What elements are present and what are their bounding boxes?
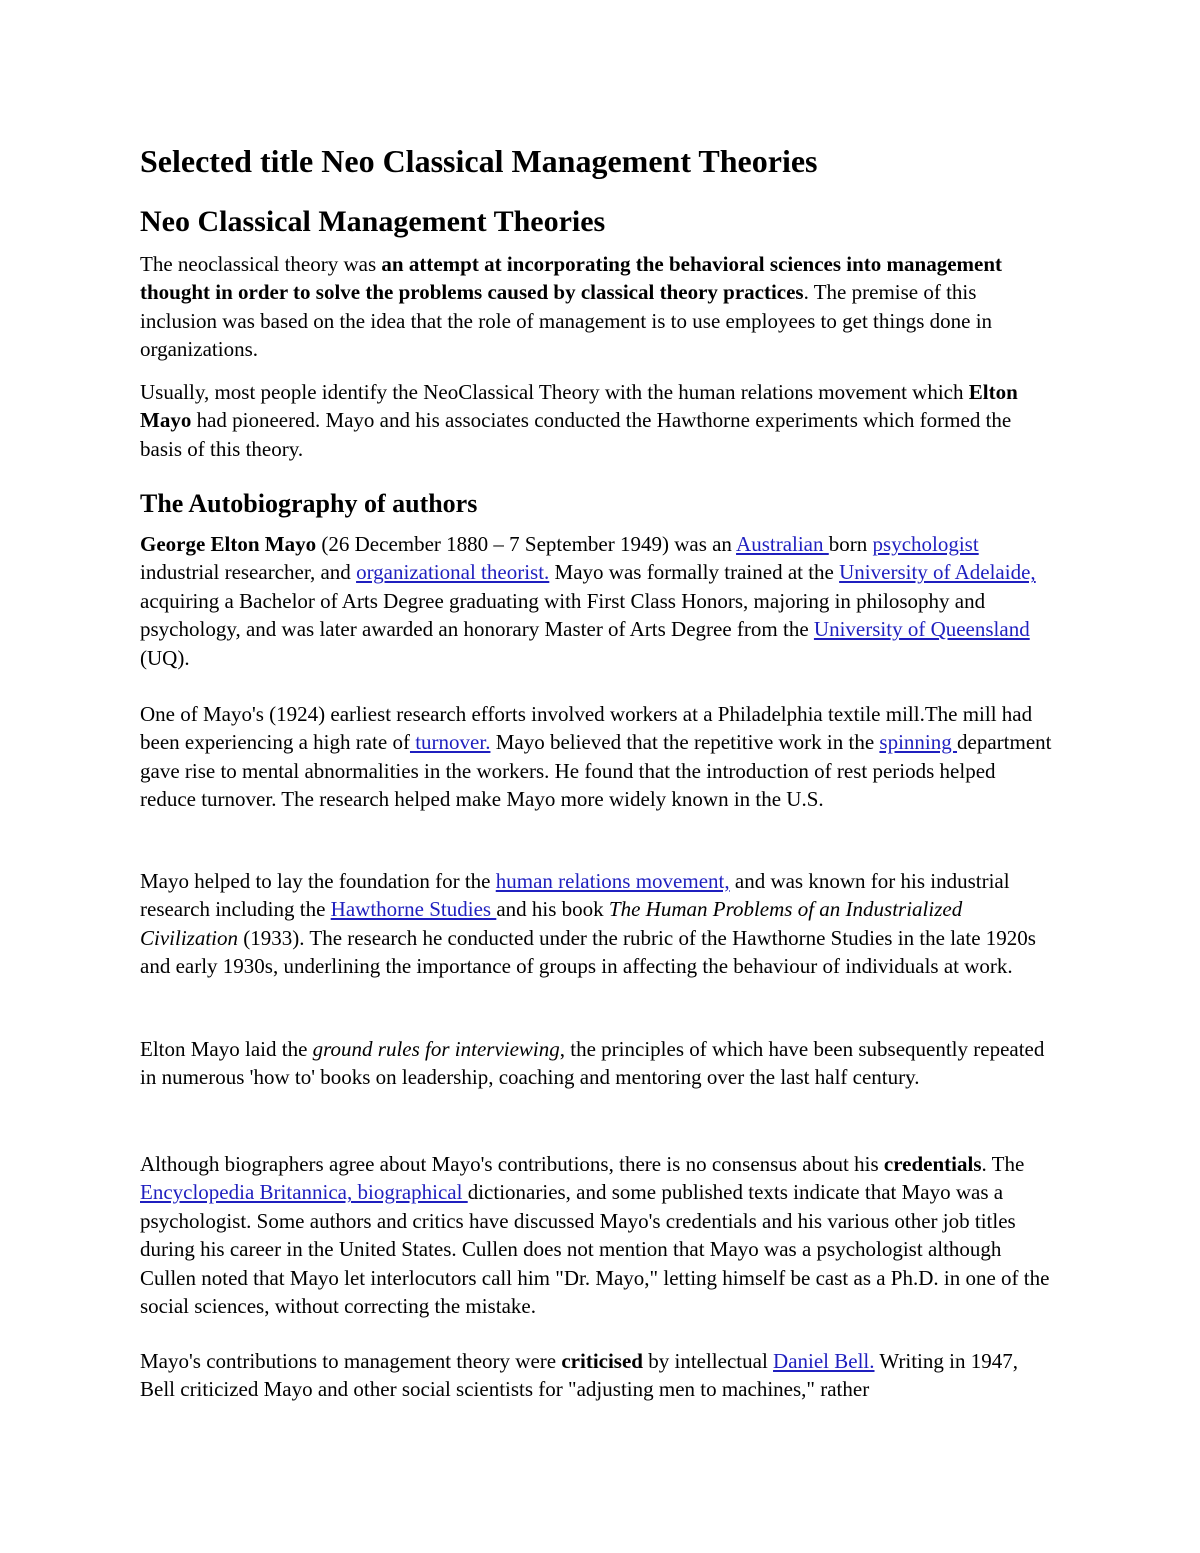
- bio-paragraph: [140, 530, 1055, 672]
- link-organizational-theorist[interactable]: organizational theorist.: [356, 560, 550, 585]
- interviewing-italic: ground rules for interviewing: [312, 1037, 560, 1061]
- link-australian[interactable]: Australian: [736, 532, 829, 556]
- foundation-text: (1933). The research he conducted under the rubric of the Hawthorne Studies in the late 1920s and early 1930s, underlining the importance of groups in affecting the behaviour of individuals at work.: [140, 925, 1036, 979]
- criticism-paragraph: [140, 1347, 1055, 1404]
- criticism-text: Mayo's contributions to management theory were: [140, 1349, 562, 1373]
- intro-bold-text: an attempt at incorporating the behavioral sciences into management thought in order to solve the problems caused by classical theory practices: [140, 252, 1003, 305]
- link-psychologist[interactable]: psychologist: [872, 532, 979, 556]
- link-spinning[interactable]: spinning: [879, 730, 958, 755]
- intro-text: The neoclassical theory was: [140, 252, 382, 276]
- criticism-text: Writing in 1947, Bell criticized Mayo and other social scientists for "adjusting men to machines," rather: [140, 1349, 1018, 1402]
- link-human-relations-movement[interactable]: human relations movement,: [495, 869, 730, 893]
- foundation-paragraph: [140, 867, 1055, 981]
- bio-name: George Elton Mayo: [140, 532, 317, 556]
- research-text: department gave rise to mental abnormalities in the workers. He found that the introduction of rest periods helped reduce turnover. The research helped make Mayo more widely known in the U.S.: [140, 730, 1052, 812]
- criticism-text: by intellectual: [642, 1349, 774, 1373]
- link-university-of-queensland[interactable]: University of Queensland: [813, 617, 1030, 642]
- intro-text: had pioneered. Mayo and his associates conducted the Hawthorne experiments which formed the basis of this theory.: [140, 408, 1012, 461]
- credentials-bold: credentials: [883, 1152, 982, 1176]
- link-university-of-adelaide[interactable]: University of Adelaide,: [839, 560, 1036, 585]
- foundation-text: and his book: [496, 897, 609, 922]
- bio-text: industrial researcher, and: [140, 560, 357, 585]
- credentials-paragraph: [140, 1150, 1055, 1320]
- research-text: Mayo believed that the repetitive work in the: [490, 730, 880, 755]
- intro-paragraph-2: [140, 378, 1055, 463]
- link-daniel-bell[interactable]: Daniel Bell.: [773, 1349, 875, 1373]
- book-title: The Human Problems of an Industrialized Civilization: [140, 897, 963, 950]
- research-text: One of Mayo's (1924) earliest research efforts involved workers at a Philadelphia textile mill.The mill had been experiencing a high rate of: [140, 702, 1033, 755]
- bio-text: Mayo was formally trained at the: [549, 560, 840, 585]
- bio-text: born: [828, 532, 873, 556]
- interviewing-text: Elton Mayo laid the: [140, 1037, 313, 1061]
- research-paragraph: [140, 700, 1055, 814]
- foundation-text: Mayo helped to lay the foundation for the: [140, 869, 496, 893]
- elton-mayo-bold: Elton Mayo: [140, 380, 1018, 433]
- page-title: Selected title Neo Classical Management Theories: [140, 143, 818, 179]
- document-heading: Neo Classical Management Theories: [140, 205, 606, 238]
- credentials-text: Although biographers agree about Mayo's contributions, there is no consensus about his: [140, 1152, 884, 1176]
- bio-text: acquiring a Bachelor of Arts Degree graduating with First Class Honors, majoring in philosophy and psychology, and was later awarded an honorary Master of Arts Degree from the: [140, 588, 986, 642]
- link-hawthorne-studies[interactable]: Hawthorne Studies: [330, 897, 497, 922]
- bio-text: (UQ).: [140, 645, 190, 670]
- intro-paragraph-1: [140, 250, 1055, 364]
- link-turnover[interactable]: turnover.: [409, 730, 491, 755]
- credentials-text: dictionaries, and some published texts indicate that Mayo was a psychologist. Some authors and critics have discussed Mayo's credentials and his various other job titles during his career in the United States. Cullen does not mention that Mayo was a psychologist although Cullen noted that Mayo let interlocutors call him "Dr. Mayo," letting himself be cast as a Ph.D. in one of the social sciences, without correcting the mistake.: [140, 1180, 1050, 1319]
- intro-text: Usually, most people identify the NeoClassical Theory with the human relations movement which: [140, 380, 969, 404]
- criticised-bold: criticised: [561, 1349, 643, 1373]
- credentials-text: . The: [981, 1152, 1025, 1176]
- link-encyclopedia-britannica[interactable]: Encyclopedia Britannica, biographical: [140, 1180, 468, 1205]
- bio-text: (26 December 1880 – 7 September 1949) was an: [316, 532, 737, 556]
- interviewing-text: , the principles of which have been subsequently repeated in numerous 'how to' books on leadership, coaching and mentoring over the last half century.: [140, 1037, 1045, 1090]
- foundation-text: and was known for his industrial research including the: [140, 869, 1010, 922]
- interviewing-paragraph: [140, 1035, 1055, 1092]
- section-heading: The Autobiography of authors: [140, 489, 478, 518]
- intro-text: . The premise of this inclusion was based on the idea that the role of management is to use employees to get things done in organizations.: [140, 280, 993, 362]
